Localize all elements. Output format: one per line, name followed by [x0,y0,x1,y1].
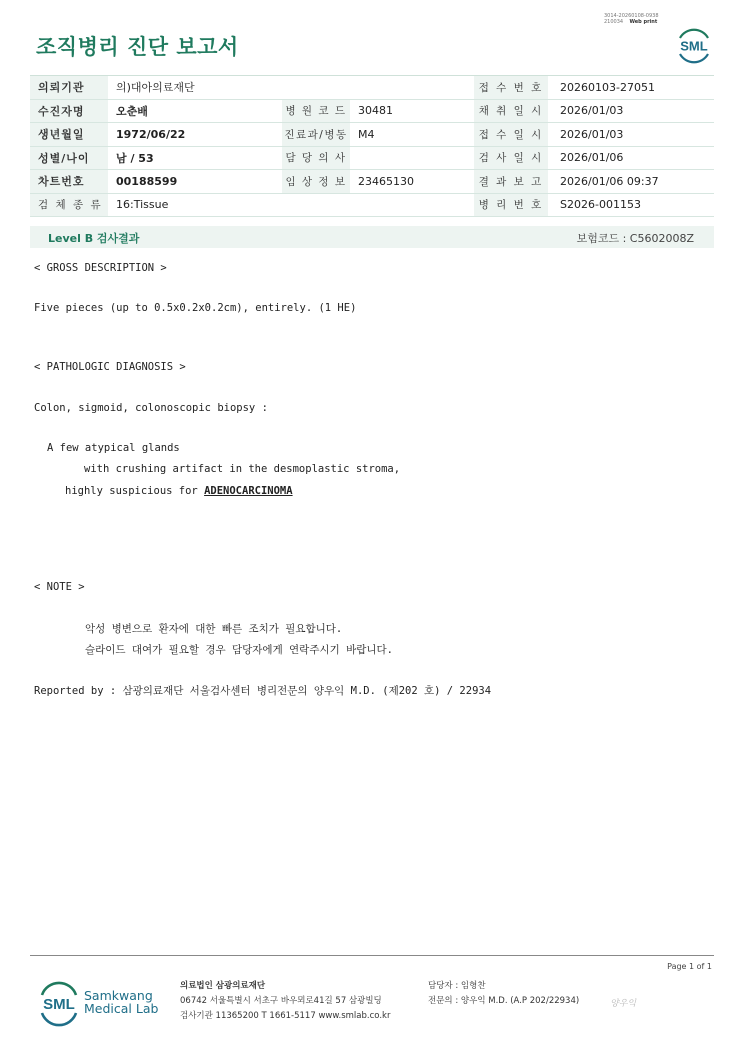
receipt-date-label: 접 수 일 시 [474,123,548,147]
footer-divider [30,955,714,956]
name-label: 수진자명 [30,99,108,123]
org-contact: 검사기관 11365200 T 1661-5117 www.smlab.co.kr [180,1011,391,1021]
report-title: 조직병리 진단 보고서 [36,35,239,59]
table-row [30,146,714,170]
chart-label: 차트번호 [30,170,108,194]
org-name: 의료법인 삼광의료재단 [180,981,266,991]
print-code-line1: 3014-20260108-0938 [604,13,659,19]
sml-footer-logo-icon [37,979,81,1027]
report-date-value: 2026/01/06 09:37 [548,170,714,194]
exam-date-value: 2026/01/06 [548,146,714,170]
hospital-code-value: 30481 [350,99,474,123]
gross-text: Five pieces (up to 0.5x0.2x0.2cm), entirely. (1 HE) [34,302,357,314]
diagnosis-site: Colon, sigmoid, colonoscopic biopsy : [34,402,268,414]
level-label: Level B 검사결과 [48,232,140,245]
diagnosis-line1: A few atypical glands [47,442,180,454]
specimen-label: 검 체 종 류 [30,193,108,217]
manager-label: 담당자 : [428,981,459,991]
diagnosis-emphasis: ADENOCARCINOMA [204,485,293,497]
org-address: 06742 서울특별시 서초구 바우뫼로41길 57 삼광빌딩 [180,996,382,1006]
svg-text:SML: SML [43,996,75,1013]
diagnosis-line3 [65,485,293,497]
page-number: Page 1 of 1 [667,962,712,971]
manager-name: 임형찬 [460,981,486,991]
print-code [604,13,659,25]
specimen-value: 16:Tissue [108,193,474,217]
institution-label: 의뢰기관 [30,76,108,100]
table-row [30,99,714,123]
table-row [30,76,714,100]
diagnosis-line2: with crushing artifact in the desmoplastic stroma, [84,463,401,475]
table-row [30,170,714,194]
gross-heading: < GROSS DESCRIPTION > [34,262,167,274]
patient-info-table [30,75,714,217]
table-row [30,123,714,147]
name-value: 오춘배 [108,99,282,123]
note-line2: 슬라이드 대여가 필요할 경우 담당자에게 연락주시기 바랍니다. [85,644,393,656]
signature: 양우익 [610,999,637,1009]
pathology-no-label: 병 리 번 호 [474,193,548,217]
exam-date-label: 검 사 일 시 [474,146,548,170]
specialist-name: 양우익 M.D. (A.P 202/22934) [460,996,580,1006]
chart-value: 00188599 [108,170,282,194]
table-row [30,193,714,217]
sml-logo-icon [674,26,714,64]
print-code-line2: 210034 [604,19,624,25]
dept-value: M4 [350,123,474,147]
insurance-code: 보험코드 : C5602008Z [576,232,694,245]
doctor-label: 담 당 의 사 [282,146,350,170]
note-line1: 악성 병변으로 환자에 대한 빠른 조치가 필요합니다. [85,623,343,635]
birth-label: 생년월일 [30,123,108,147]
clinical-value: 23465130 [350,170,474,194]
receipt-no-value: 20260103-27051 [548,76,714,100]
web-print-label: Web print [629,19,658,25]
brand-line1: Samkwang [84,988,153,1003]
staff-info [428,979,579,1009]
brand-line2: Medical Lab [84,1001,159,1016]
diagnosis-line3-prefix: highly suspicious for [65,485,205,497]
report-date-label: 결 과 보 고 [474,170,548,194]
diagnosis-heading: < PATHOLOGIC DIAGNOSIS > [34,361,186,373]
specialist-label: 전문의 : [428,996,459,1006]
organization-info [180,979,390,1024]
pathology-no-value: S2026-001153 [548,193,714,217]
birth-value: 1972/06/22 [108,123,282,147]
clinical-label: 임 상 정 보 [282,170,350,194]
result-level-bar [30,226,714,248]
hospital-code-label: 병 원 코 드 [282,99,350,123]
sex-age-label: 성별/나이 [30,146,108,170]
note-heading: < NOTE > [34,581,85,593]
dept-label: 진료과/병동 [282,123,350,147]
collect-date-label: 채 취 일 시 [474,99,548,123]
doctor-value [350,146,474,170]
collect-date-value: 2026/01/03 [548,99,714,123]
receipt-date-value: 2026/01/03 [548,123,714,147]
institution-value: 의)대아의료재단 [108,76,474,100]
sex-age-value: 남 / 53 [108,146,282,170]
brand-name [84,989,158,1015]
reported-by: Reported by : 삼광의료재단 서울검사센터 병리전문의 양우익 M.D. (제202 호) / 22934 [34,685,492,697]
svg-text:SML: SML [680,38,708,54]
receipt-no-label: 접 수 번 호 [474,76,548,100]
